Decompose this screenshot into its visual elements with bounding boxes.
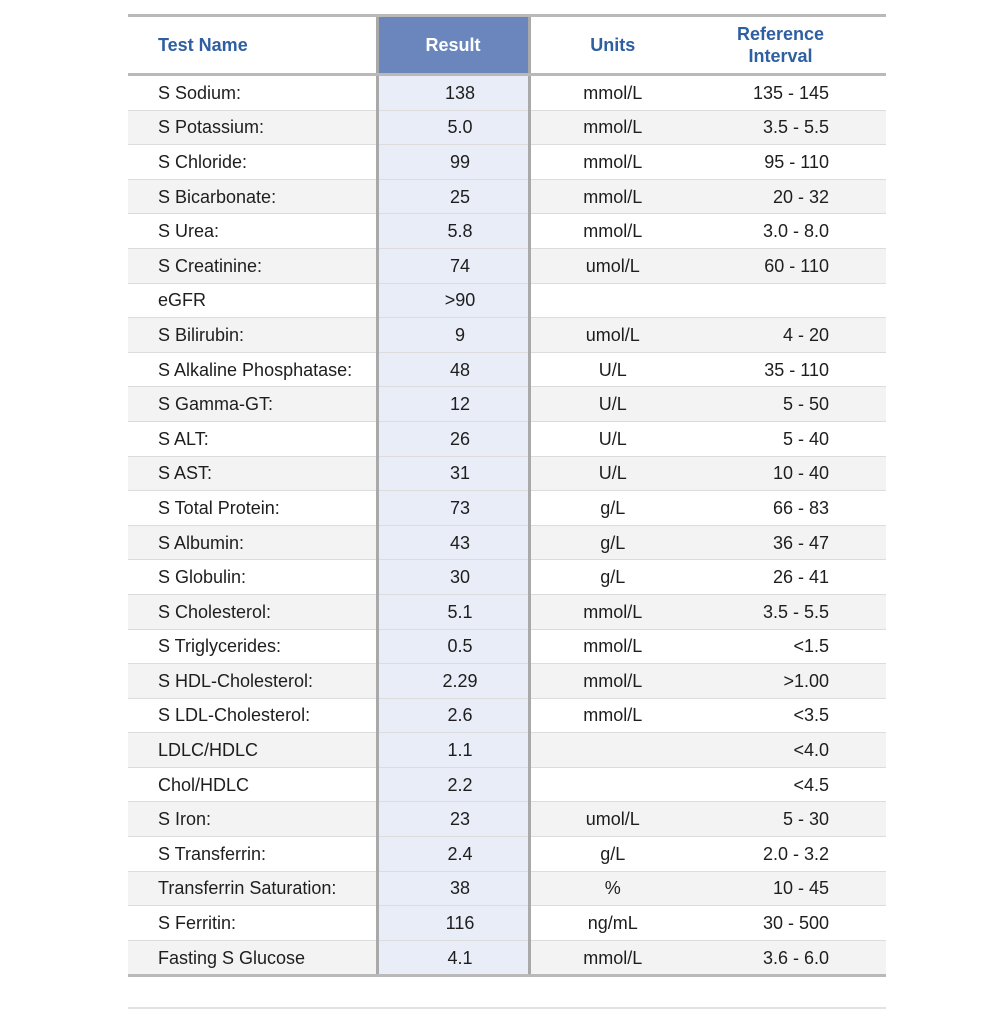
cell-test-name: S Ferritin:: [128, 906, 377, 941]
cell-units: mmol/L: [529, 664, 695, 699]
cell-test-name: S Bilirubin:: [128, 318, 377, 353]
cell-test-name: Transferrin Saturation:: [128, 871, 377, 906]
table-header-row: [128, 17, 886, 75]
table-row: [128, 491, 886, 526]
cell-result: 43: [377, 525, 529, 560]
cell-result: 1.1: [377, 733, 529, 768]
cell-reference-interval: 2.0 - 3.2: [695, 837, 886, 872]
cell-test-name: S Cholesterol:: [128, 594, 377, 629]
table-row: [128, 318, 886, 353]
cell-test-name: S Triglycerides:: [128, 629, 377, 664]
cell-reference-interval: 3.5 - 5.5: [695, 110, 886, 145]
cell-reference-interval: 66 - 83: [695, 491, 886, 526]
cell-reference-interval: 3.5 - 5.5: [695, 594, 886, 629]
cell-units: U/L: [529, 387, 695, 422]
header-test-name: Test Name: [128, 17, 377, 75]
table-row: [128, 456, 886, 491]
table-row: [128, 802, 886, 837]
table-row: [128, 248, 886, 283]
cell-reference-interval: 95 - 110: [695, 145, 886, 180]
cell-test-name: S Potassium:: [128, 110, 377, 145]
cell-units: mmol/L: [529, 179, 695, 214]
cell-test-name: S Albumin:: [128, 525, 377, 560]
table-row: [128, 733, 886, 768]
cell-result: 23: [377, 802, 529, 837]
cell-units: %: [529, 871, 695, 906]
table-row: [128, 283, 886, 318]
cell-units: mmol/L: [529, 940, 695, 976]
cell-reference-interval: 4 - 20: [695, 318, 886, 353]
cell-reference-interval: 3.0 - 8.0: [695, 214, 886, 249]
cell-result: 12: [377, 387, 529, 422]
table-row: [128, 560, 886, 595]
table-row: [128, 110, 886, 145]
cell-result: 2.6: [377, 698, 529, 733]
table-row: [128, 594, 886, 629]
cell-test-name: S Bicarbonate:: [128, 179, 377, 214]
cell-result: 26: [377, 421, 529, 456]
cell-test-name: S HDL-Cholesterol:: [128, 664, 377, 699]
cell-units: mmol/L: [529, 75, 695, 111]
cell-test-name: S Creatinine:: [128, 248, 377, 283]
cell-units: mmol/L: [529, 214, 695, 249]
cell-result: 48: [377, 352, 529, 387]
table-row: [128, 767, 886, 802]
table-row: [128, 145, 886, 180]
cell-reference-interval: 5 - 50: [695, 387, 886, 422]
cell-reference-interval: 30 - 500: [695, 906, 886, 941]
cell-reference-interval: 36 - 47: [695, 525, 886, 560]
cell-test-name: S Sodium:: [128, 75, 377, 111]
cell-reference-interval: 26 - 41: [695, 560, 886, 595]
cell-reference-interval: 5 - 30: [695, 802, 886, 837]
cell-result: 138: [377, 75, 529, 111]
cell-test-name: S Transferrin:: [128, 837, 377, 872]
table-row: [128, 179, 886, 214]
cell-units: ng/mL: [529, 906, 695, 941]
cell-result: 99: [377, 145, 529, 180]
cell-units: mmol/L: [529, 110, 695, 145]
cell-result: 73: [377, 491, 529, 526]
cell-result: 5.1: [377, 594, 529, 629]
cell-test-name: S Globulin:: [128, 560, 377, 595]
table-row: [128, 940, 886, 976]
header-units: Units: [529, 17, 695, 75]
cell-units: [529, 283, 695, 318]
cell-result: 116: [377, 906, 529, 941]
cell-reference-interval: <4.0: [695, 733, 886, 768]
cell-reference-interval: 60 - 110: [695, 248, 886, 283]
cell-result: >90: [377, 283, 529, 318]
cell-units: mmol/L: [529, 594, 695, 629]
table-row: [128, 837, 886, 872]
cell-units: U/L: [529, 352, 695, 387]
cell-result: 2.4: [377, 837, 529, 872]
table-row: [128, 906, 886, 941]
cell-test-name: S Urea:: [128, 214, 377, 249]
cell-units: umol/L: [529, 248, 695, 283]
cell-result: 4.1: [377, 940, 529, 976]
table-row: [128, 664, 886, 699]
table-row: [128, 421, 886, 456]
cell-units: g/L: [529, 560, 695, 595]
table-row: [128, 75, 886, 111]
cell-units: umol/L: [529, 802, 695, 837]
cell-test-name: Chol/HDLC: [128, 767, 377, 802]
header-reference-line2: Interval: [748, 46, 813, 66]
cell-result: 5.0: [377, 110, 529, 145]
cell-result: 5.8: [377, 214, 529, 249]
cell-units: mmol/L: [529, 629, 695, 664]
cell-units: [529, 767, 695, 802]
cell-reference-interval: 5 - 40: [695, 421, 886, 456]
cell-units: g/L: [529, 491, 695, 526]
table-row: [128, 871, 886, 906]
cell-result: 31: [377, 456, 529, 491]
cell-test-name: S Total Protein:: [128, 491, 377, 526]
table-row: [128, 525, 886, 560]
header-reference-interval: [695, 17, 886, 75]
cell-result: 0.5: [377, 629, 529, 664]
table-body: [128, 75, 886, 976]
cell-test-name: S Alkaline Phosphatase:: [128, 352, 377, 387]
cell-reference-interval: <3.5: [695, 698, 886, 733]
cell-units: [529, 733, 695, 768]
table-row: [128, 214, 886, 249]
cell-test-name: Fasting S Glucose: [128, 940, 377, 976]
header-result: Result: [377, 17, 529, 75]
lab-results-table: [128, 17, 886, 977]
cell-reference-interval: 10 - 45: [695, 871, 886, 906]
header-reference-line1: Reference: [736, 24, 825, 44]
cell-result: 9: [377, 318, 529, 353]
table-row: [128, 387, 886, 422]
table-row: [128, 698, 886, 733]
cell-test-name: S Gamma-GT:: [128, 387, 377, 422]
cell-result: 2.29: [377, 664, 529, 699]
cell-reference-interval: <1.5: [695, 629, 886, 664]
cell-reference-interval: 35 - 110: [695, 352, 886, 387]
table-row: [128, 352, 886, 387]
cell-test-name: LDLC/HDLC: [128, 733, 377, 768]
cell-units: g/L: [529, 837, 695, 872]
cell-reference-interval: 10 - 40: [695, 456, 886, 491]
cell-reference-interval: >1.00: [695, 664, 886, 699]
cell-reference-interval: 20 - 32: [695, 179, 886, 214]
cell-test-name: S AST:: [128, 456, 377, 491]
cell-reference-interval: <4.5: [695, 767, 886, 802]
cell-result: 2.2: [377, 767, 529, 802]
cell-test-name: eGFR: [128, 283, 377, 318]
cell-test-name: S ALT:: [128, 421, 377, 456]
table-row: [128, 629, 886, 664]
cell-result: 38: [377, 871, 529, 906]
cell-units: g/L: [529, 525, 695, 560]
cell-result: 25: [377, 179, 529, 214]
cell-reference-interval: [695, 283, 886, 318]
cell-result: 74: [377, 248, 529, 283]
cell-test-name: S LDL-Cholesterol:: [128, 698, 377, 733]
cell-units: U/L: [529, 456, 695, 491]
cell-reference-interval: 3.6 - 6.0: [695, 940, 886, 976]
cell-units: mmol/L: [529, 698, 695, 733]
cell-test-name: S Chloride:: [128, 145, 377, 180]
cell-test-name: S Iron:: [128, 802, 377, 837]
cell-result: 30: [377, 560, 529, 595]
cell-units: mmol/L: [529, 145, 695, 180]
cell-reference-interval: 135 - 145: [695, 75, 886, 111]
cell-units: U/L: [529, 421, 695, 456]
cell-units: umol/L: [529, 318, 695, 353]
lab-results-sheet: [128, 14, 886, 1009]
